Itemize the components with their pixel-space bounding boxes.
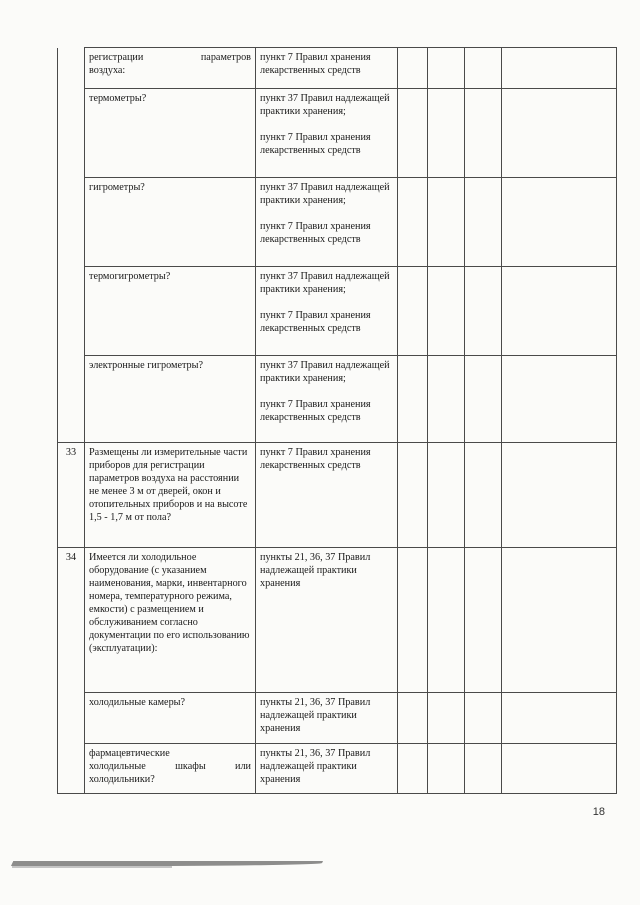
row-number — [58, 89, 85, 178]
answer-cell-no[interactable] — [428, 267, 465, 356]
answer-cell-yes[interactable] — [398, 356, 428, 443]
reference-cell — [256, 693, 398, 744]
row-number — [58, 744, 85, 794]
row-number: 34 — [58, 548, 85, 693]
answer-cell-na[interactable] — [465, 548, 502, 693]
answer-cell-na[interactable] — [465, 178, 502, 267]
question-text: шкафы — [175, 761, 206, 772]
notes-cell[interactable] — [502, 178, 617, 267]
answer-cell-yes[interactable] — [398, 548, 428, 693]
question-text: холодильные камеры? — [89, 697, 186, 708]
reference-text: пункт 7 Правил хранения лекарственных средств — [260, 310, 371, 334]
table-row — [58, 267, 617, 356]
question-cell — [85, 443, 256, 548]
reference-cell — [256, 48, 398, 89]
reference-cell — [256, 89, 398, 178]
reference-text: пункты 21, 36, 37 Правил надлежащей практики хранения — [260, 697, 371, 734]
row-number — [58, 356, 85, 443]
table-row — [58, 178, 617, 267]
notes-cell[interactable] — [502, 744, 617, 794]
answer-cell-yes[interactable] — [398, 443, 428, 548]
answer-cell-yes[interactable] — [398, 178, 428, 267]
reference-text: пункт 7 Правил хранения лекарственных средств — [260, 52, 371, 76]
row-number: 33 — [58, 443, 85, 548]
reference-text: пункт 7 Правил хранения лекарственных средств — [260, 132, 371, 156]
question-cell — [85, 48, 256, 89]
reference-text: пункт 37 Правил надлежащей практики хранения; — [260, 182, 390, 206]
answer-cell-na[interactable] — [465, 693, 502, 744]
reference-text: пункт 7 Правил хранения лекарственных средств — [260, 447, 371, 471]
answer-cell-no[interactable] — [428, 356, 465, 443]
question-text: или — [235, 761, 251, 772]
notes-cell[interactable] — [502, 356, 617, 443]
question-text: фармацевтические — [89, 748, 170, 759]
page-number: 18 — [592, 806, 605, 818]
reference-cell — [256, 443, 398, 548]
notes-cell[interactable] — [502, 48, 617, 89]
question-text: Имеется ли холодильное оборудование (с указанием наименования, марки, инвентарного номера, температурного режима, емкости) с размещением и обслуживанием согласно документации по его использованию (эксплуатации): — [89, 552, 250, 654]
row-number — [58, 178, 85, 267]
answer-cell-na[interactable] — [465, 356, 502, 443]
answer-cell-na[interactable] — [465, 89, 502, 178]
question-cell — [85, 89, 256, 178]
reference-cell — [256, 548, 398, 693]
row-number — [58, 693, 85, 744]
reference-text: пункты 21, 36, 37 Правил надлежащей практики хранения — [260, 748, 371, 785]
question-text: термогигрометры? — [89, 271, 171, 282]
question-cell — [85, 178, 256, 267]
notes-cell[interactable] — [502, 267, 617, 356]
answer-cell-na[interactable] — [465, 744, 502, 794]
question-cell — [85, 548, 256, 693]
answer-cell-no[interactable] — [428, 693, 465, 744]
row-number — [58, 48, 85, 89]
answer-cell-no[interactable] — [428, 178, 465, 267]
notes-cell[interactable] — [502, 89, 617, 178]
table-row — [58, 443, 617, 548]
question-text: гигрометры? — [89, 182, 145, 193]
reference-text: пункт 7 Правил хранения лекарственных средств — [260, 221, 371, 245]
answer-cell-yes[interactable] — [398, 693, 428, 744]
reference-text: пункт 37 Правил надлежащей практики хранения; — [260, 271, 390, 295]
reference-cell — [256, 267, 398, 356]
reference-text: пункт 37 Правил надлежащей практики хранения; — [260, 360, 390, 384]
answer-cell-no[interactable] — [428, 48, 465, 89]
table-row — [58, 744, 617, 794]
notes-cell[interactable] — [502, 443, 617, 548]
question-text: термометры? — [89, 93, 147, 104]
reference-cell — [256, 744, 398, 794]
question-text: Размещены ли измерительные части приборов для регистрации параметров воздуха на расстоянии не менее 3 м от дверей, окон и отопительных приборов и на высоте 1,5 - 1,7 м от пола? — [89, 447, 248, 523]
answer-cell-no[interactable] — [428, 89, 465, 178]
notes-cell[interactable] — [502, 548, 617, 693]
scan-artifact — [12, 866, 172, 868]
question-cell — [85, 356, 256, 443]
table-row — [58, 356, 617, 443]
question-text: воздуха: — [89, 65, 126, 76]
table-row — [58, 548, 617, 693]
question-text: параметров — [200, 52, 251, 63]
answer-cell-na[interactable] — [465, 48, 502, 89]
row-number — [58, 267, 85, 356]
reference-text: пункты 21, 36, 37 Правил надлежащей практики хранения — [260, 552, 371, 589]
question-text: холодильные — [89, 761, 146, 772]
table-row — [58, 693, 617, 744]
question-text: регистрации — [89, 52, 144, 63]
checklist-table — [57, 47, 617, 794]
answer-cell-no[interactable] — [428, 744, 465, 794]
answer-cell-yes[interactable] — [398, 744, 428, 794]
answer-cell-yes[interactable] — [398, 89, 428, 178]
table-row — [58, 89, 617, 178]
answer-cell-no[interactable] — [428, 548, 465, 693]
answer-cell-yes[interactable] — [398, 48, 428, 89]
question-cell — [85, 744, 256, 794]
reference-cell — [256, 356, 398, 443]
reference-text: пункт 7 Правил хранения лекарственных средств — [260, 399, 371, 423]
table-row — [58, 48, 617, 89]
question-text: холодильники? — [89, 774, 155, 785]
reference-cell — [256, 178, 398, 267]
answer-cell-na[interactable] — [465, 443, 502, 548]
question-text: электронные гигрометры? — [89, 360, 203, 371]
reference-text: пункт 37 Правил надлежащей практики хранения; — [260, 93, 390, 117]
answer-cell-yes[interactable] — [398, 267, 428, 356]
question-cell — [85, 267, 256, 356]
question-cell — [85, 693, 256, 744]
answer-cell-na[interactable] — [465, 267, 502, 356]
answer-cell-no[interactable] — [428, 443, 465, 548]
notes-cell[interactable] — [502, 693, 617, 744]
